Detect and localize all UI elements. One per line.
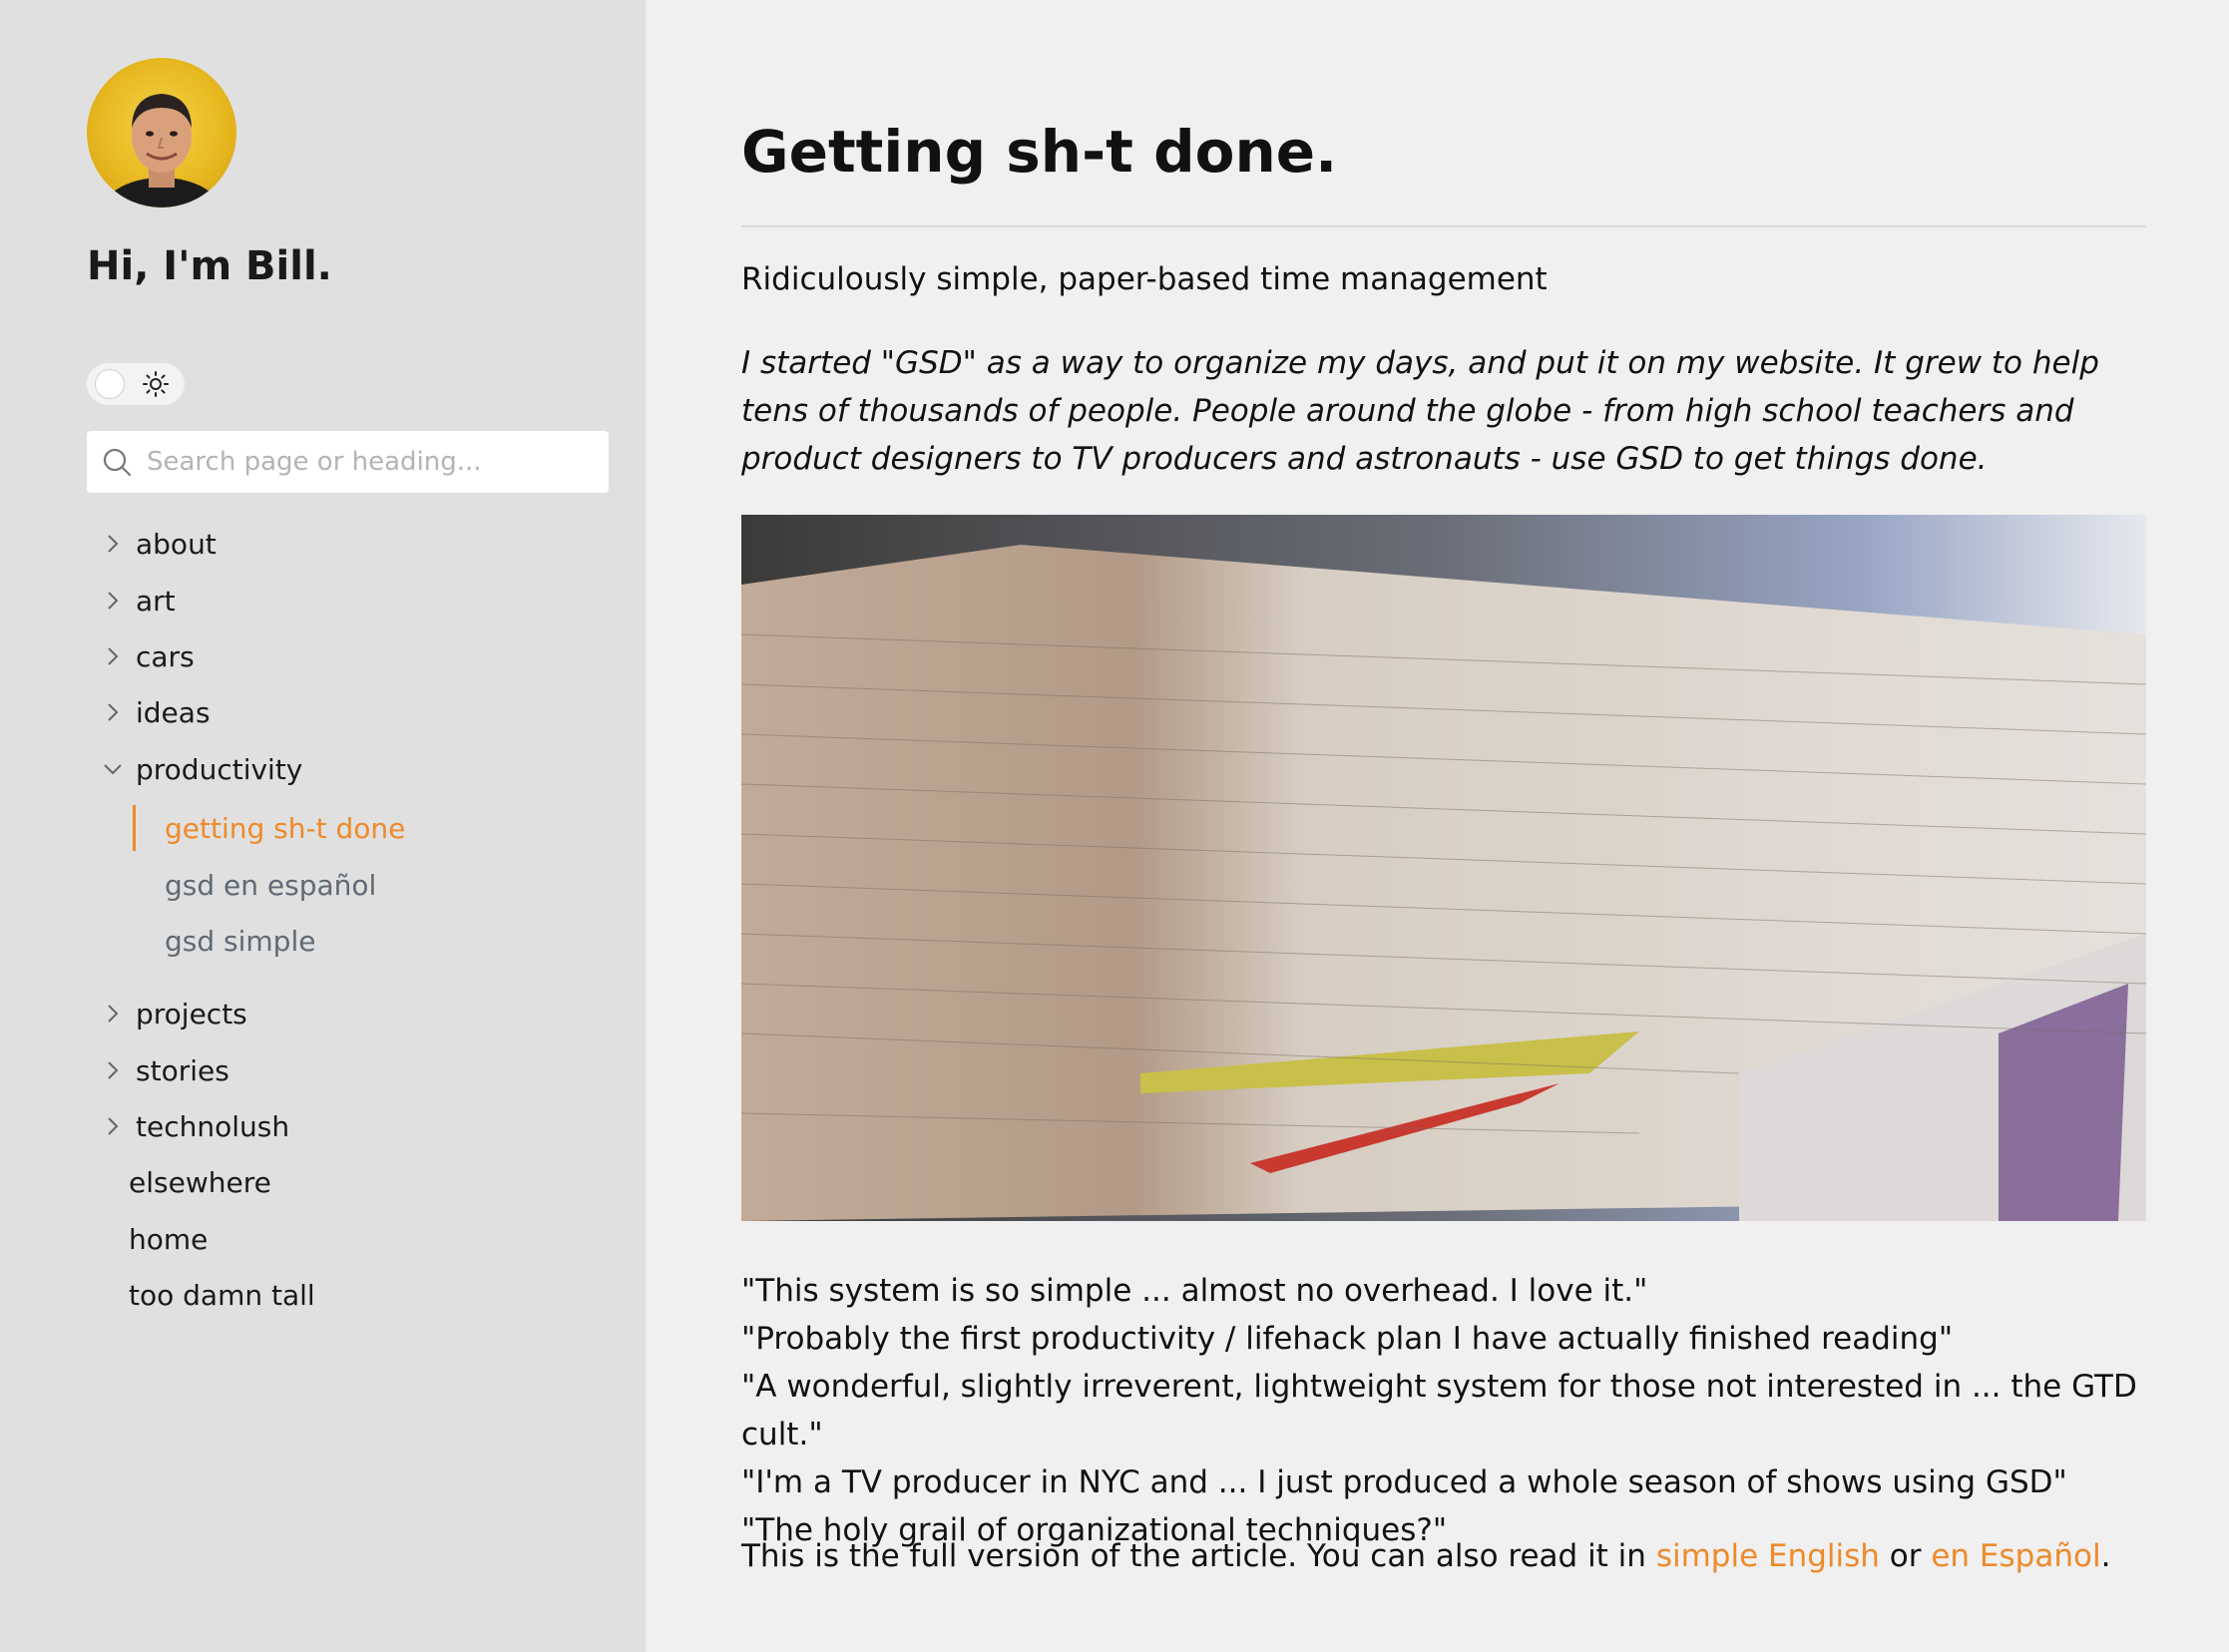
chevron-right-icon	[102, 590, 124, 612]
nav-item-label: cars	[136, 639, 195, 673]
nav-item-about[interactable]	[102, 524, 217, 564]
footer-middle: or	[1879, 1538, 1932, 1574]
nav-item-home[interactable]: home	[129, 1222, 209, 1256]
en-espanol-link[interactable]: en Español	[1931, 1538, 2101, 1574]
nav-item-art[interactable]	[102, 581, 176, 620]
nav-item-technolush[interactable]	[102, 1106, 289, 1146]
sidebar	[0, 0, 646, 1652]
nav-item-label: art	[136, 584, 176, 618]
chevron-right-icon	[102, 533, 124, 555]
nav-item-label: productivity	[136, 752, 303, 786]
nav-item-too-damn-tall[interactable]: too damn tall	[129, 1278, 315, 1312]
article-subtitle: Ridiculously simple, paper-based time management	[741, 261, 1548, 297]
hero-image	[741, 515, 2146, 1221]
chevron-right-icon	[102, 645, 124, 667]
avatar[interactable]	[87, 58, 236, 207]
nav-item-label: technolush	[136, 1109, 290, 1143]
testimonial-quote: "A wonderful, slightly irreverent, lightweight system for those not interested in ... the GTD cult."	[741, 1369, 2137, 1452]
page-title: Getting sh-t done.	[741, 118, 1338, 186]
article-footer	[741, 1538, 2110, 1574]
nav-item-elsewhere[interactable]: elsewhere	[129, 1165, 271, 1199]
chevron-right-icon	[102, 1115, 124, 1137]
nav-subitem-getting-sht-done[interactable]: getting sh-t done	[133, 805, 405, 851]
nav-item-stories[interactable]	[102, 1050, 229, 1090]
nav-item-label: projects	[136, 997, 247, 1031]
testimonial-quote: "I'm a TV producer in NYC and ... I just produced a whole season of shows using GSD"	[741, 1464, 2067, 1500]
article-intro: I started "GSD" as a way to organize my days, and put it on my website. It grew to help tens of thousands of people. People around the globe - from high school teachers and product designers to TV producers and astronauts - use GSD to get things done.	[741, 345, 2099, 477]
sun-icon	[142, 370, 170, 398]
testimonial-quote: "This system is so simple ... almost no overhead. I love it."	[741, 1273, 1648, 1309]
testimonial-quote: "The holy grail of organizational techniques?"	[741, 1512, 1448, 1548]
nav-item-productivity[interactable]	[102, 749, 302, 789]
footer-prefix: This is the full version of the article. You can also read it in	[741, 1538, 1656, 1574]
chevron-right-icon	[102, 701, 124, 723]
chevron-down-icon	[102, 758, 124, 780]
nav-item-label: ideas	[136, 695, 211, 729]
chevron-right-icon	[102, 1003, 124, 1025]
title-divider	[741, 225, 2146, 227]
simple-english-link[interactable]: simple English	[1655, 1538, 1880, 1574]
footer-suffix: .	[2100, 1538, 2111, 1574]
nav-item-projects[interactable]	[102, 994, 247, 1033]
testimonial-quote: "Probably the first productivity / lifehack plan I have actually finished reading"	[741, 1321, 1954, 1357]
nav-item-cars[interactable]	[102, 636, 195, 676]
toggle-knob	[95, 369, 125, 399]
search-icon	[101, 446, 133, 478]
chevron-right-icon	[102, 1059, 124, 1081]
search-input[interactable]	[147, 431, 596, 493]
nav-item-label: about	[136, 527, 217, 561]
theme-toggle[interactable]	[87, 363, 185, 405]
nav-subitem-gsd-en-espanol[interactable]: gsd en español	[165, 868, 377, 902]
testimonials	[741, 1267, 2146, 1554]
nav-subitem-gsd-simple[interactable]: gsd simple	[165, 924, 316, 958]
nav-item-ideas[interactable]	[102, 692, 211, 732]
nav-item-label: stories	[136, 1053, 229, 1087]
search-box	[87, 431, 609, 493]
greeting-heading: Hi, I'm Bill.	[87, 243, 332, 289]
